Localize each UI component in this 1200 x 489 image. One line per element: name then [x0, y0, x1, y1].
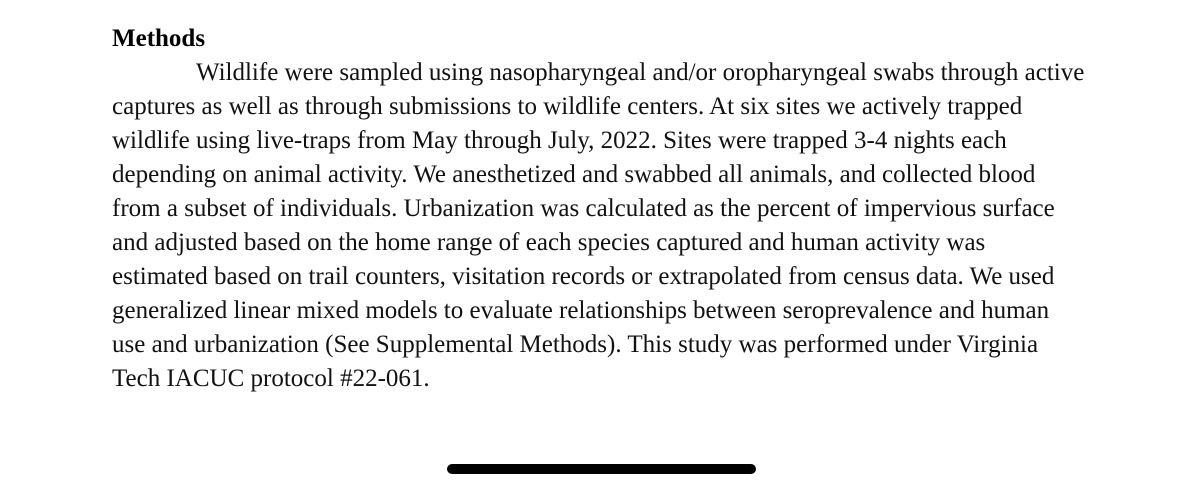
home-indicator-bar[interactable]	[447, 464, 756, 474]
paragraph-line: captures as well as through submissions to wildlife centers. At six sites we actively trapped	[112, 93, 1023, 120]
paragraph-line: generalized linear mixed models to evaluate relationships between seroprevalence and human	[112, 297, 1050, 324]
paragraph-line: use and urbanization (See Supplemental Methods). This study was performed under Virginia	[112, 331, 1039, 358]
paragraph-line: estimated based on trail counters, visitation records or extrapolated from census data. We used	[112, 263, 1055, 290]
paragraph-line: and adjusted based on the home range of each species captured and human activity was	[112, 229, 986, 256]
paragraph-line: from a subset of individuals. Urbanization was calculated as the percent of impervious surface	[112, 195, 1055, 222]
paragraph-line: Tech IACUC protocol #22-061.	[112, 365, 430, 392]
paragraph-line: Wildlife were sampled using nasopharyngeal and/or oropharyngeal swabs through active	[196, 59, 1085, 86]
paragraph-line: wildlife using live-traps from May through July, 2022. Sites were trapped 3-4 nights each	[112, 127, 1007, 154]
section-heading: Methods	[112, 25, 206, 52]
paragraph-line: depending on animal activity. We anesthetized and swabbed all animals, and collected blood	[112, 161, 1036, 188]
methods-paragraph	[112, 56, 1084, 396]
